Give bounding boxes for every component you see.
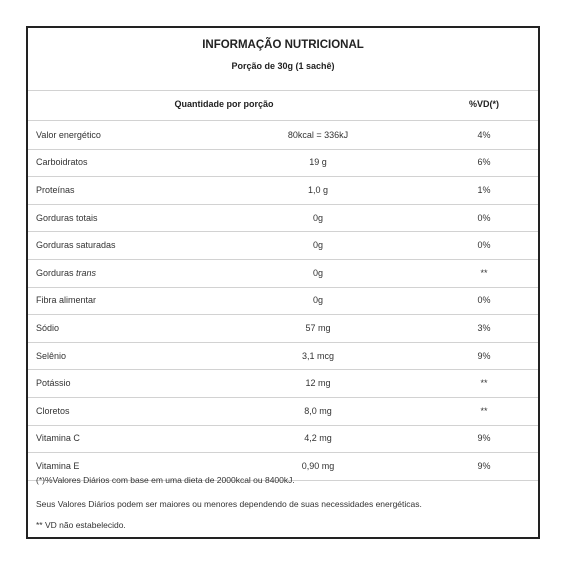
- nutrient-quantity: 1,0 g: [307, 184, 329, 195]
- nutrient-name-text: Sódio: [36, 322, 60, 333]
- footnote-vd-not-established: ** VD não estabelecido.: [36, 520, 126, 530]
- nutrient-name: [36, 149, 88, 177]
- nutrient-name: [36, 259, 96, 287]
- nutrient-quantity: 12 mg: [305, 378, 331, 389]
- nutrient-name-text: Selênio: [36, 350, 67, 361]
- nutrient-daily-value: 0%: [477, 212, 491, 223]
- nutrition-facts-table: [26, 26, 540, 539]
- column-header-quantity: Quantidade por porção: [174, 99, 274, 109]
- nutrient-quantity: 0,90 mg: [301, 460, 335, 471]
- nutrient-daily-value: **: [480, 405, 488, 416]
- nutrient-quantity: 0g: [313, 212, 324, 223]
- nutrient-quantity: 0g: [313, 295, 324, 306]
- table-row: [28, 287, 538, 315]
- nutrient-name-text: Gorduras totais: [36, 212, 98, 223]
- nutrient-name-text: Fibra alimentar: [36, 295, 97, 306]
- nutrient-name: [36, 204, 98, 232]
- nutrient-name-text: Gorduras saturadas: [36, 240, 116, 251]
- nutrient-daily-value: 3%: [477, 322, 491, 333]
- nutrient-daily-value: 4%: [477, 129, 491, 140]
- nutrient-name-text: Potássio: [36, 378, 71, 389]
- nutrient-name-text: Cloretos: [36, 405, 70, 416]
- nutrient-name-text: Vitamina C: [36, 433, 80, 444]
- nutrient-quantity: 57 mg: [305, 322, 331, 333]
- table-row: [28, 149, 538, 177]
- table-row: [28, 369, 538, 397]
- nutrient-name: [36, 314, 59, 342]
- nutrient-name: [36, 425, 80, 453]
- nutrient-name: [36, 369, 71, 397]
- nutrient-quantity: 0g: [313, 240, 324, 251]
- portion-size: Porção de 30g (1 sachê): [231, 61, 335, 71]
- nutrient-quantity: 8,0 mg: [304, 405, 332, 416]
- nutrient-name-text: Valor energético: [36, 129, 101, 140]
- nutrient-daily-value: **: [480, 267, 488, 278]
- nutrient-name: [36, 231, 116, 259]
- nutrient-daily-value: 9%: [477, 460, 491, 471]
- nutrient-daily-value: 0%: [477, 240, 491, 251]
- nutrient-quantity: 0g: [313, 267, 324, 278]
- table-row: [28, 342, 538, 370]
- table-row: [28, 397, 538, 425]
- footnote-daily-values: (*)%Valores Diários com base em uma dieta de 2000kcal ou 8400kJ.: [36, 475, 295, 485]
- column-header-vd: %VD(*): [468, 99, 499, 109]
- nutrient-name-text: Vitamina E: [36, 460, 80, 471]
- nutrient-daily-value: 9%: [477, 350, 491, 361]
- nutrient-daily-value: 9%: [477, 433, 491, 444]
- nutrient-name-text: Gorduras: [36, 267, 74, 278]
- table-row: [28, 176, 538, 204]
- nutrient-name-text: Carboidratos: [36, 157, 88, 168]
- table-row: [28, 259, 538, 287]
- table-row: [28, 204, 538, 232]
- table-row: [28, 231, 538, 259]
- nutrient-quantity: 80kcal = 336kJ: [287, 129, 349, 140]
- table-row: [28, 121, 538, 149]
- nutrient-quantity: 4,2 mg: [304, 433, 332, 444]
- table-title: INFORMAÇÃO NUTRICIONAL: [202, 39, 364, 51]
- nutrient-daily-value: 1%: [477, 184, 491, 195]
- nutrient-daily-value: **: [480, 378, 488, 389]
- nutrient-daily-value: 0%: [477, 295, 491, 306]
- table-row: [28, 425, 538, 453]
- table-row: [28, 314, 538, 342]
- nutrient-name: [36, 397, 70, 425]
- nutrient-quantity: 19 g: [309, 157, 327, 168]
- nutrient-daily-value: 6%: [477, 157, 491, 168]
- nutrient-name: [36, 287, 96, 315]
- nutrient-name: [36, 176, 75, 204]
- divider: [28, 90, 538, 91]
- footnote-variation: Seus Valores Diários podem ser maiores ou menores dependendo de suas necessidades energéticas.: [36, 499, 422, 509]
- nutrient-name: [36, 121, 101, 149]
- nutrient-quantity: 3,1 mcg: [302, 350, 335, 361]
- nutrient-name-italic: trans: [76, 267, 97, 278]
- nutrient-name-text: Proteínas: [36, 184, 75, 195]
- nutrient-name: [36, 342, 66, 370]
